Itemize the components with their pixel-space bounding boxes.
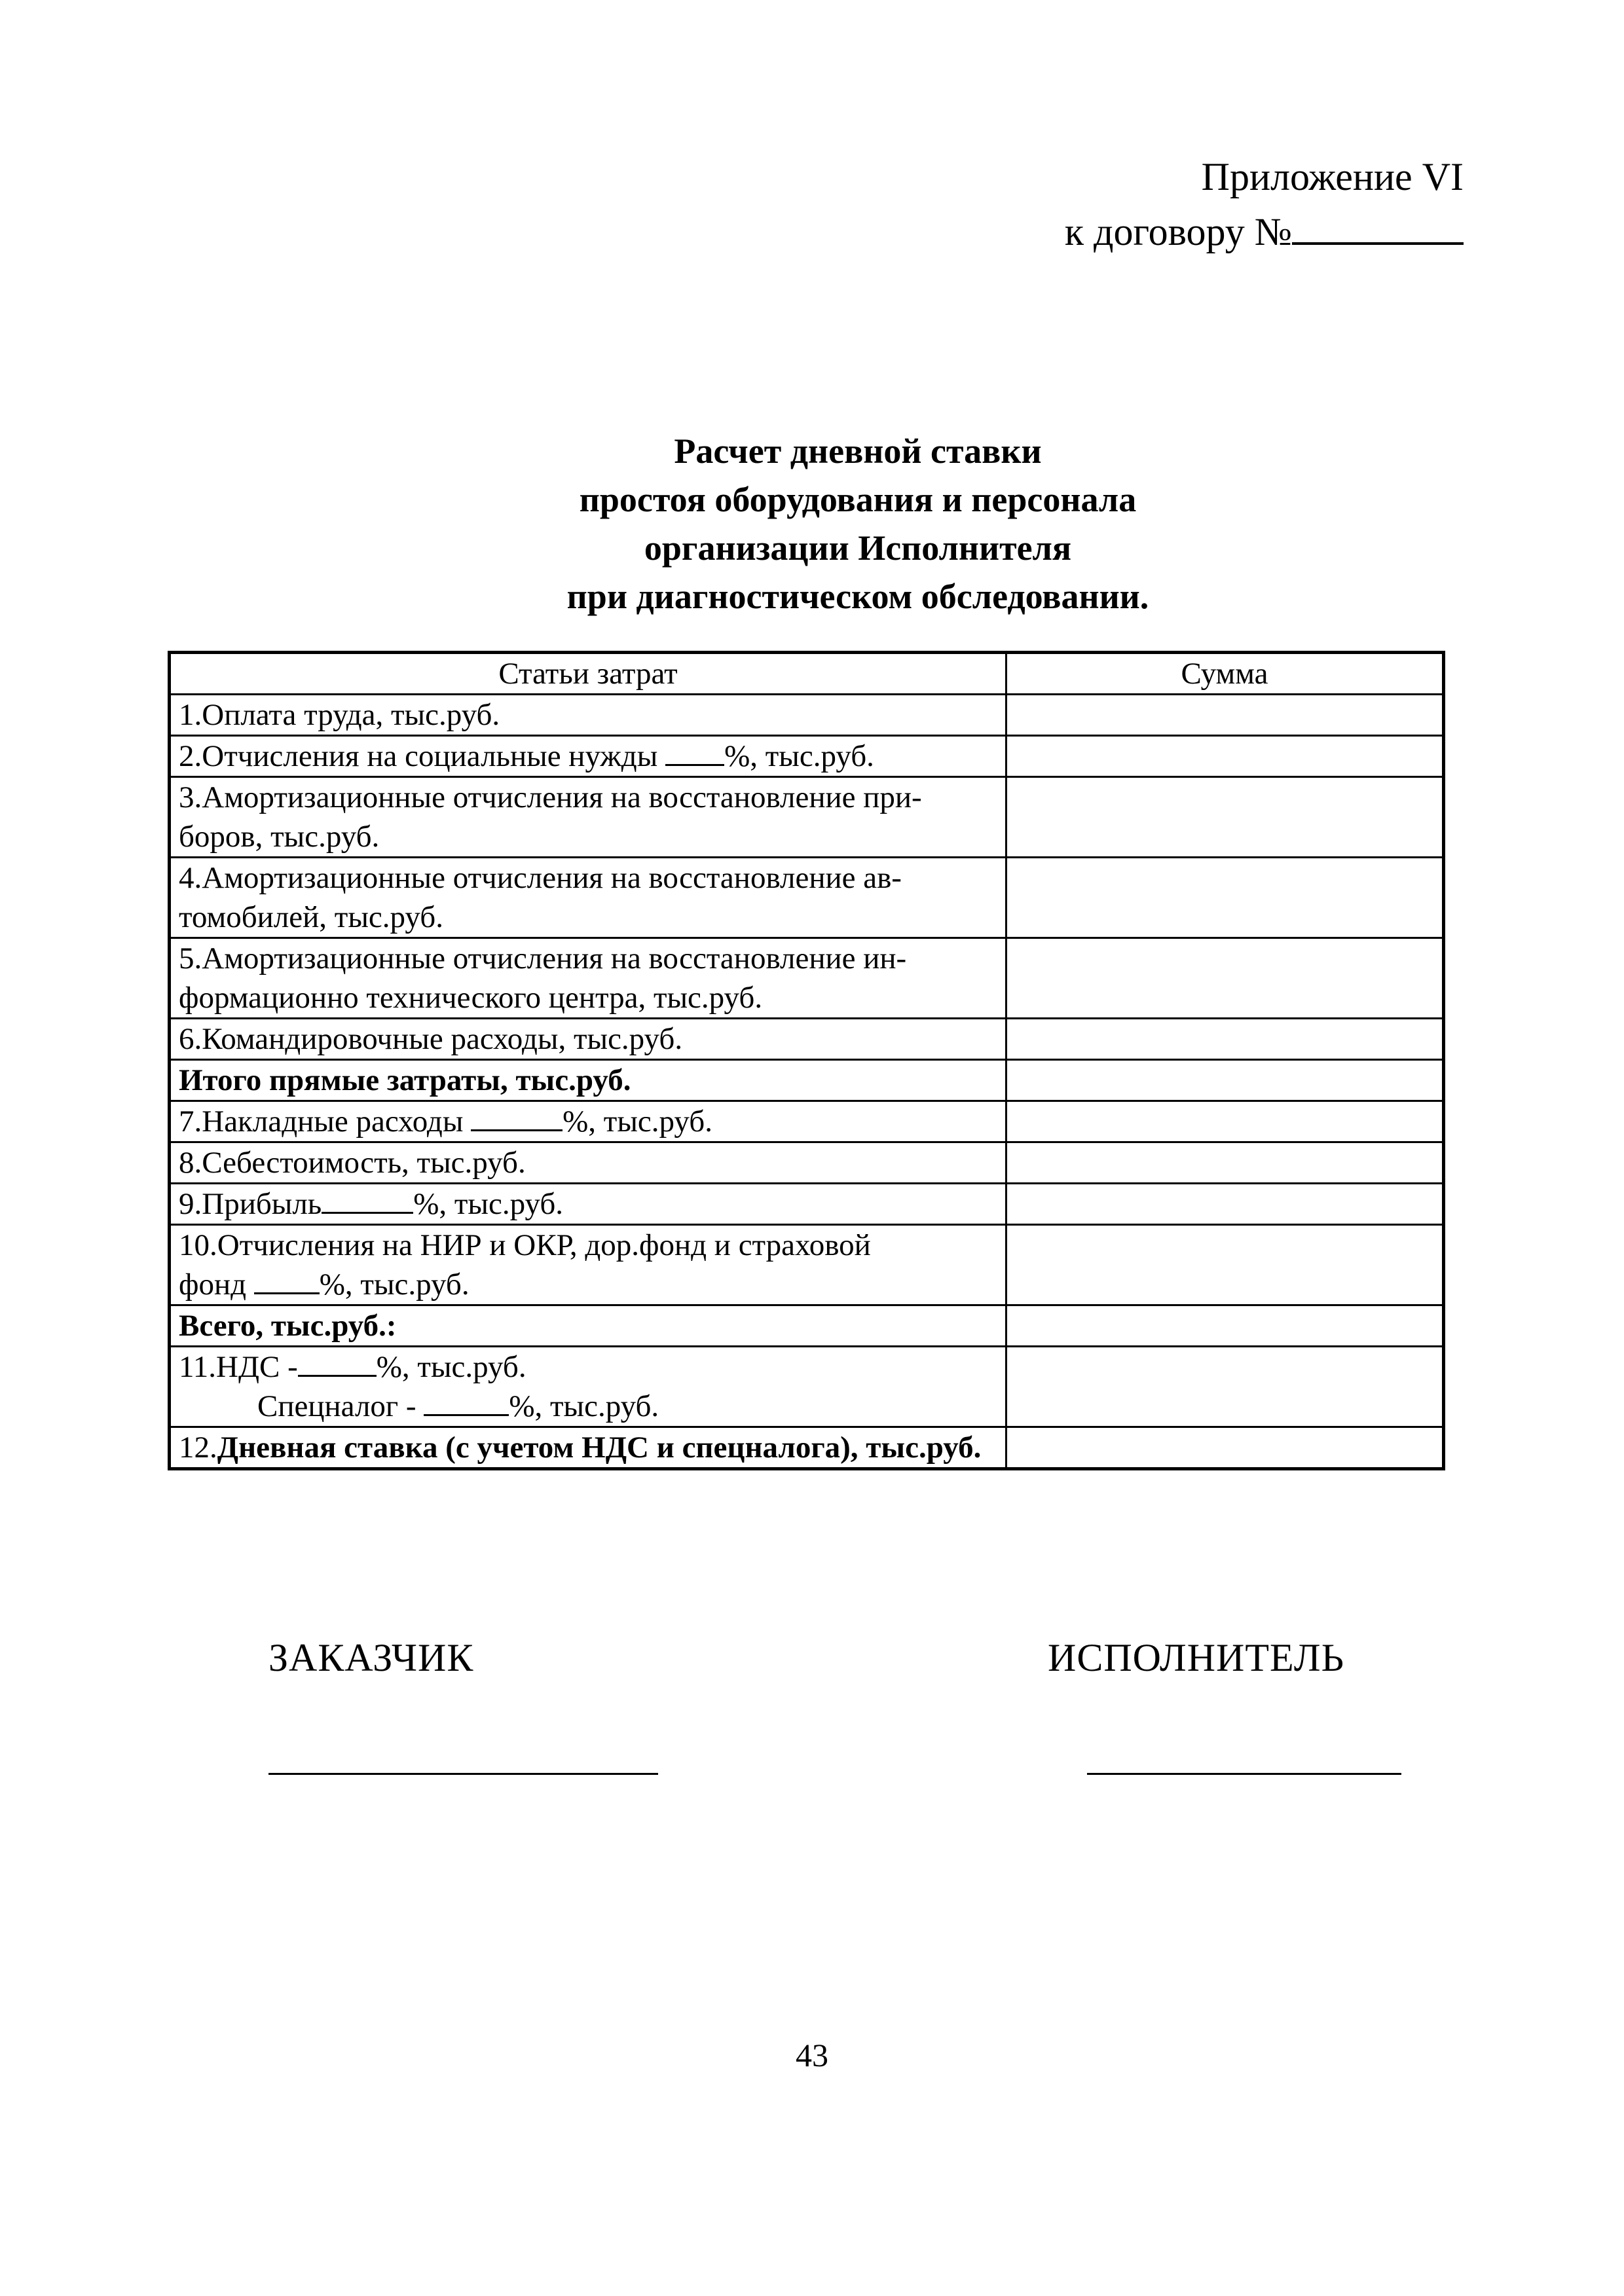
annex-header: [1065, 149, 1464, 259]
sum-cell: [1006, 1060, 1444, 1101]
row-label: 1.Оплата труда, тыс.руб.: [170, 695, 1006, 736]
title-line-1: Расчет дневной ставки: [674, 431, 1042, 471]
row-label: [170, 1347, 1006, 1427]
sum-cell: [1006, 1184, 1444, 1225]
row-label: [170, 1101, 1006, 1142]
table-row: [170, 1225, 1444, 1305]
percent-blank: [424, 1388, 509, 1416]
sum-cell: [1006, 1225, 1444, 1305]
row-label: 4.Амортизационные отчисления на восстановление ав-томобилей, тыс.руб.: [170, 858, 1006, 938]
row-sublabel: [179, 1387, 997, 1426]
row-label: 6.Командировочные расходы, тыс.руб.: [170, 1019, 1006, 1060]
table-row-total-direct: [170, 1060, 1444, 1101]
row-label-text-2: фонд: [179, 1267, 254, 1302]
row-label-suffix: %, тыс.руб.: [413, 1187, 564, 1221]
row-label-text: 2.Отчисления на социальные нужды: [179, 739, 666, 773]
row-label: [170, 1184, 1006, 1225]
cost-table: [168, 651, 1445, 1470]
table-row: [170, 777, 1444, 858]
annex-title: Приложение VI: [1201, 155, 1464, 198]
contract-number-blank: [1292, 211, 1464, 245]
sum-cell: [1006, 736, 1444, 777]
row-sublabel-suffix: %, тыс.руб.: [509, 1389, 659, 1423]
row-label-suffix: %, тыс.руб.: [724, 739, 874, 773]
table-row-daily-rate: [170, 1427, 1444, 1469]
document-title: [0, 427, 1624, 621]
row-label: [170, 1427, 1006, 1469]
table-row: [170, 1184, 1444, 1225]
row-label: 5.Амортизационные отчисления на восстановление ин-формационно технического центра, тыс.руб.: [170, 938, 1006, 1019]
sum-cell: [1006, 1142, 1444, 1184]
sum-cell: [1006, 1427, 1444, 1469]
table-row: [170, 1142, 1444, 1184]
row-label-text: 7.Накладные расходы: [179, 1104, 471, 1139]
row-label: Всего, тыс.руб.:: [170, 1305, 1006, 1347]
table-row: [170, 695, 1444, 736]
table-row: [170, 1019, 1444, 1060]
row-sublabel-text: Спецналог -: [257, 1389, 424, 1423]
title-line-3: организации Исполнителя: [644, 528, 1072, 568]
row-label-text: 9.Прибыль: [179, 1187, 322, 1221]
title-line-4: при диагностическом обследовании.: [566, 577, 1149, 616]
percent-blank: [322, 1186, 413, 1214]
table-row: [170, 1347, 1444, 1427]
row-label-suffix: %, тыс.руб.: [376, 1350, 526, 1384]
table-row: [170, 1101, 1444, 1142]
row-label: [170, 736, 1006, 777]
percent-blank: [665, 738, 724, 766]
sum-cell: [1006, 1347, 1444, 1427]
sum-cell: [1006, 1101, 1444, 1142]
row-label-text: 10.Отчисления на НИР и ОКР, дор.фонд и страховой: [179, 1228, 871, 1262]
percent-blank: [471, 1103, 563, 1131]
row-label-suffix: %, тыс.руб.: [319, 1267, 470, 1302]
sum-cell: [1006, 777, 1444, 858]
table-row: [170, 736, 1444, 777]
header-cost-items: Статьи затрат: [170, 653, 1006, 695]
row-label: [170, 1225, 1006, 1305]
row-label-text: 11.НДС -: [179, 1350, 298, 1384]
sum-cell: [1006, 1305, 1444, 1347]
sum-cell: [1006, 858, 1444, 938]
table-header-row: [170, 653, 1444, 695]
table-row-total-all: [170, 1305, 1444, 1347]
sum-cell: [1006, 938, 1444, 1019]
table-row: [170, 858, 1444, 938]
row-label-suffix: %, тыс.руб.: [563, 1104, 712, 1139]
row-label: 8.Себестоимость, тыс.руб.: [170, 1142, 1006, 1184]
contractor-signature-line: [1087, 1773, 1401, 1775]
contract-reference: [1065, 204, 1464, 259]
row-number: 12.: [179, 1430, 217, 1465]
contract-reference-label: к договору №: [1064, 210, 1292, 253]
contractor-label: ИСПОЛНИТЕЛЬ: [1048, 1636, 1345, 1679]
table-row: [170, 938, 1444, 1019]
header-sum: Сумма: [1006, 653, 1444, 695]
customer-label: ЗАКАЗЧИК: [268, 1636, 474, 1679]
sum-cell: [1006, 695, 1444, 736]
row-label: Итого прямые затраты, тыс.руб.: [170, 1060, 1006, 1101]
row-label: 3.Амортизационные отчисления на восстановление при-боров, тыс.руб.: [170, 777, 1006, 858]
page-number: 43: [796, 2037, 828, 2073]
sum-cell: [1006, 1019, 1444, 1060]
row-label-text: Дневная ставка (с учетом НДС и спецналога), тыс.руб.: [217, 1430, 982, 1465]
percent-blank: [298, 1349, 377, 1377]
customer-signature-line: [268, 1773, 658, 1775]
percent-blank: [254, 1266, 320, 1294]
title-line-2: простоя оборудования и персонала: [579, 480, 1137, 519]
